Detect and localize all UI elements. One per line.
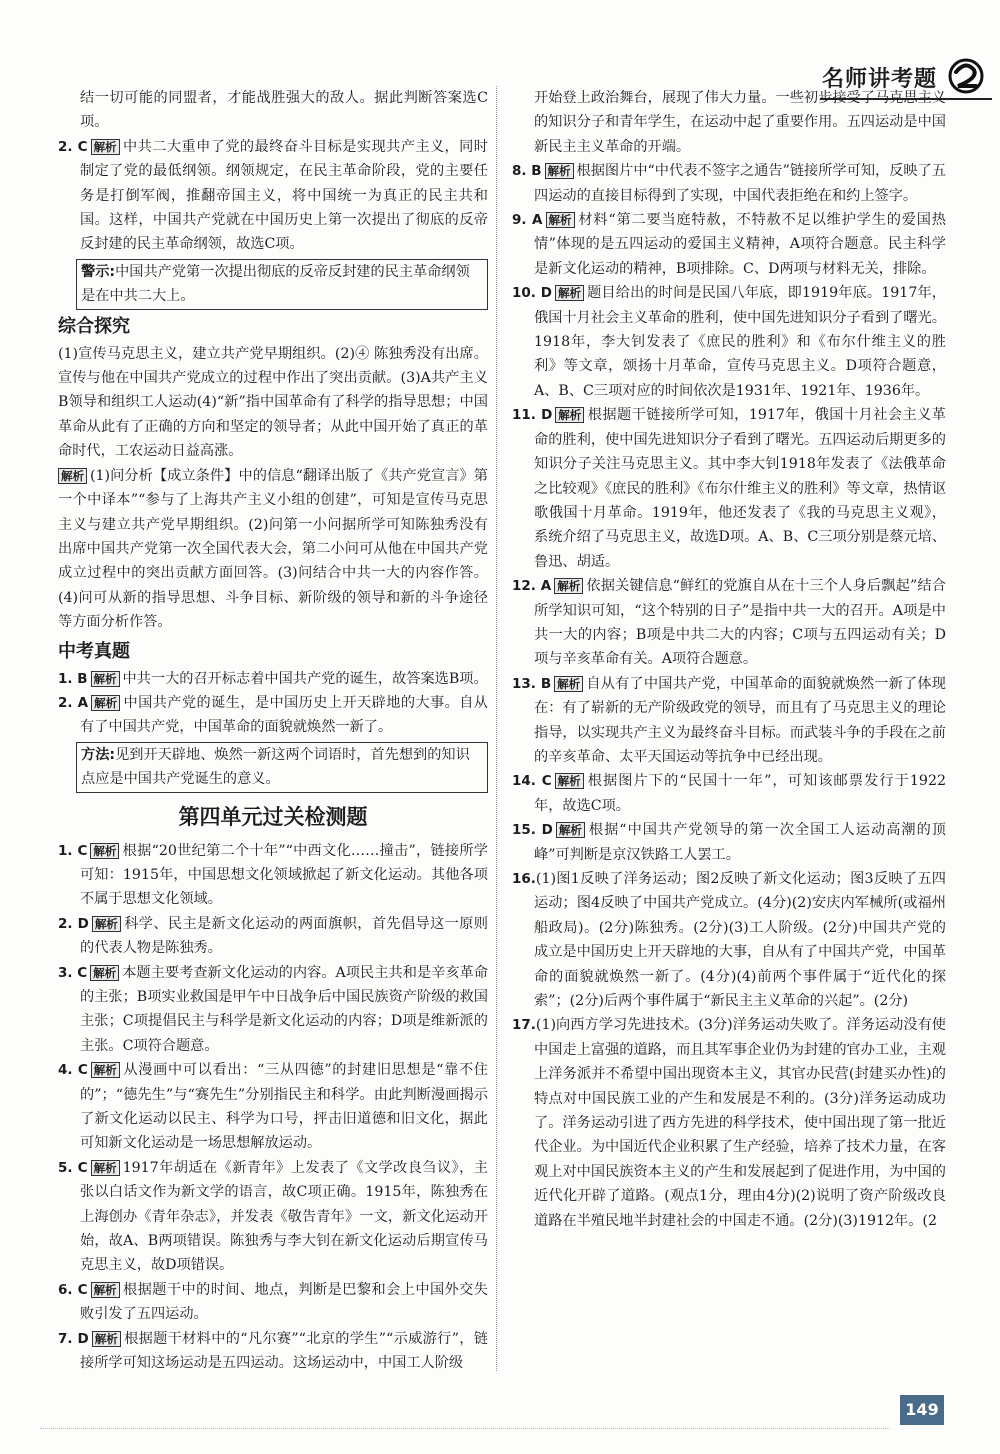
section-heading: 综合探究 xyxy=(58,315,130,337)
left-column xyxy=(58,86,488,1376)
answer-text: (1)宣传马克思主义，建立共产党早期组织。(2)④ 陈独秀没有出席。宣传与他在中国共产党成立的过程中作出了突出贡献。(3)A共产主义 B领导和组织工人运动(4)“新”指中国革命有了科学的指导思想；中国革命从此有了正确的方向和坚定的领导者；从此中国开始了真正的革命时代，工农运动日益高涨。 xyxy=(58,345,488,460)
answer-item: 4. C 解析 从漫画中可以看出：“三从四德”的封建旧思想是“靠不住的”；“德先生”与“赛先生”分别指民主和科学。由此判断漫画揭示了新文化运动以民主、科学为口号，抨击旧道德和旧文化，据此可知新文化运动是一场思想解放运动。 xyxy=(58,1062,488,1152)
answer-item: 17.(1)向西方学习先进技术。(3分)洋务运动失败了。洋务运动没有使中国走上富强的道路，而且其军事企业仍为封建的官办工业，主观上洋务派并不希望中国出现资本主义，其官办民营(封建买办性)的特点对中国民族工业的产生和发展是不利的。(3分)洋务运动成功了。洋务运动引进了西方先进的科学技术，使中国出现了第一批近代企业。为中国近代企业积累了生产经验，培养了技术力量，在客观上对中国民族资本主义的产生和发展起到了促进作用，为中国的近代化开辟了道路。(观点1分，理由4分)(2)说明了资产阶级改良道路在半殖民地半封建社会的中国走不通。(2分)(3)1912年。(2 xyxy=(512,1017,946,1229)
right-column xyxy=(512,86,946,1233)
answer-item: 9. A 解析 材料“第二要当庭特赦，不特赦不足以维护学生的爱国热情”体现的是五四运动的爱国主义精神，A项符合题意。民主科学是新文化运动的精神，B项排除。C、D两项与材料无关，排除。 xyxy=(512,212,946,277)
answer-item: 2. C 解析 中共二大重申了党的最终奋斗目标是实现共产主义，同时制定了党的最低纲领。纲领规定，在民主革命阶段，党的主要任务是打倒军阀，推翻帝国主义，将中国统一为真正的民主共和国。这样，中国共产党就在中国历史上第一次提出了彻底的反帝反封建的民主革命纲领，故选C项。 xyxy=(58,138,488,253)
answer-item: 1. C 解析 根据“20世纪第二个十年”“中西文化……撞击”，链接所学可知：1915年，中国思想文化领域掀起了新文化运动。其他各项不属于思想文化领域。 xyxy=(58,842,488,908)
answer-item: 8. B 解析 根据图片中“中代表不签字之通告”链接所学可知，反映了五四运动的直接目标得到了实现，中国代表拒绝在和约上签字。 xyxy=(512,163,946,204)
column-divider xyxy=(496,86,497,1371)
header-title: 名师讲考题 xyxy=(821,67,937,92)
answer-item: 13. B 解析 自从有了中国共产党，中国革命的面貌就焕然一新了体现在：有了崭新的无产阶级政党的领导，而且有了马克思主义的理论指导，以实现共产主义为最终奋斗目标。而武装斗争的手段在之前的辛亥革命、太平天国运动等抗争中已经出现。 xyxy=(512,675,946,765)
answer-item: 15. D 解析 根据“中国共产党领导的第一次全国工人运动高潮的顶峰”可判断是京汉铁路工人罢工。 xyxy=(512,822,946,863)
unit-title: 第四单元过关检测题 xyxy=(178,804,368,829)
answer-item: 2. D 解析 科学、民主是新文化运动的两面旗帜，首先倡导这一原则的代表人物是陈独秀。 xyxy=(58,915,488,957)
section-heading: 中考真题 xyxy=(58,640,130,662)
answer-item: 5. C 解析 1917年胡适在《新青年》上发表了《文学改良刍议》，主张以白话文作为新文学的语言，故C项正确。1915年，陈独秀在上海创办《青年杂志》，并发表《敬告青年》一文，新文化运动开始，故A、B两项错误。陈独秀与李大钊在新文化运动后期宣传马克思主义，故D项错误。 xyxy=(58,1159,488,1274)
warning-box: 警示:中国共产党第一次提出彻底的反帝反封建的民主革命纲领是在中共二大上。 xyxy=(76,259,488,310)
answer-item: 16.(1)图1反映了洋务运动；图2反映了新文化运动；图3反映了五四运动；图4反映了中国共产党成立。(4分)(2)安庆内军械所(或福州船政局)。(2分)陈独秀。(2分)(3)工人阶级。(2分)中国共产党的成立是中国历史上开天辟地的大事，自从有了中国共产党，中国革命的面貌就焕然一新了。(4分)(4)前两个事件属于“近代化的探索”；(2分)后两个事件属于“新民主主义革命的兴起”。(2分) xyxy=(512,871,946,1010)
answer-item: 1. B 解析 中共一大的召开标志着中国共产党的诞生，故答案选B项。 xyxy=(58,670,488,687)
page-number: 149 xyxy=(900,1395,944,1425)
answer-item: 6. C 解析 根据题干中的时间、地点，判断是巴黎和会上中国外交失败引发了五四运动。 xyxy=(58,1281,488,1323)
answer-item: 14. C 解析 根据图片下的“民国十一年”，可知该邮票发行于1922年，故选C项。 xyxy=(512,773,946,814)
answer-item: 12. A 解析 依据关键信息“鲜红的党旗自从在十三个人身后飘起”结合所学知识可知，“这个特别的日子”是指中共一大的召开。A项是中共一大的内容；B项是中共二大的内容；C项与五四运动有关；D项与辛亥革命有关。A项符合题意。 xyxy=(512,578,946,668)
method-box: 方法:见到开天辟地、焕然一新这两个词语时，首先想到的知识点应是中国共产党诞生的意义。 xyxy=(76,742,488,793)
answer-item: 11. D 解析 根据题干链接所学可知，1917年，俄国十月社会主义革命的胜利，使中国先进知识分子看到了曙光。五四运动后期更多的知识分子关注马克思主义。其中李大钊1918年发表了《法俄革命之比较观》《庶民的胜利》《布尔什维主义的胜利》等文章，热情讴歌俄国十月革命。1919年，他还发表了《我的马克思主义观》，系统介绍了马克思主义，故选D项。A、B、C三项分别是蔡元培、鲁迅、胡适。 xyxy=(512,407,946,570)
footer-rule xyxy=(40,1428,890,1429)
answer-item: 3. C 解析 本题主要考查新文化运动的内容。A项民主共和是辛亥革命的主张；B项实业救国是甲午中日战争后中国民族资产阶级的救国主张；C项提倡民主与科学是新文化运动的内容；D项是维新派的主张。C项符合题意。 xyxy=(58,964,488,1054)
answer-text: 开始登上政治舞台，展现了伟大力量。一些初步接受了马克思主义的知识分子和青年学生，在运动中起了重要作用。五四运动是中国新民主主义革命的开端。 xyxy=(534,90,946,155)
analysis-text: 解析 (1)问分析【成立条件】中的信息“翻译出版了《共产党宣言》第一个中译本”“参与了上海共产主义小组的创建”，可知是宣传马克思主义与建立共产党早期组织。(2)问第一小问据所学可知陈独秀没有出席中国共产党第一次全国代表大会，第二小问可从他在中国共产党成立过程中的突出贡献方面回答。(3)问结合中共一大的内容作答。(4)问可从新的指导思想、斗争目标、新阶级的领导和新的斗争途径等方面分析作答。 xyxy=(58,467,488,631)
series-logo-icon xyxy=(946,56,986,96)
answer-item: 10. D 解析 题目给出的时间是民国八年底，即1919年底。1917年，俄国十月社会主义革命的胜利，使中国先进知识分子看到了曙光。1918年，李大钊发表了《庶民的胜利》和《布尔什维主义的胜利》等文章，颂扬十月革命，宣传马克思主义。D项符合题意，A、B、C三项对应的时间依次是1931年、1921年、1936年。 xyxy=(512,285,946,399)
answer-item: 7. D 解析 根据题干材料中的“凡尔赛”“北京的学生”“示威游行”，链接所学可知这场运动是五四运动。这场运动中，中国工人阶级 xyxy=(58,1330,488,1372)
answer-item: 2. A 解析 中国共产党的诞生，是中国历史上开天辟地的大事。自从有了中国共产党，中国革命的面貌就焕然一新了。 xyxy=(58,694,488,736)
answer-text: 结一切可能的同盟者，才能战胜强大的敌人。据此判断答案选C项。 xyxy=(80,90,488,131)
